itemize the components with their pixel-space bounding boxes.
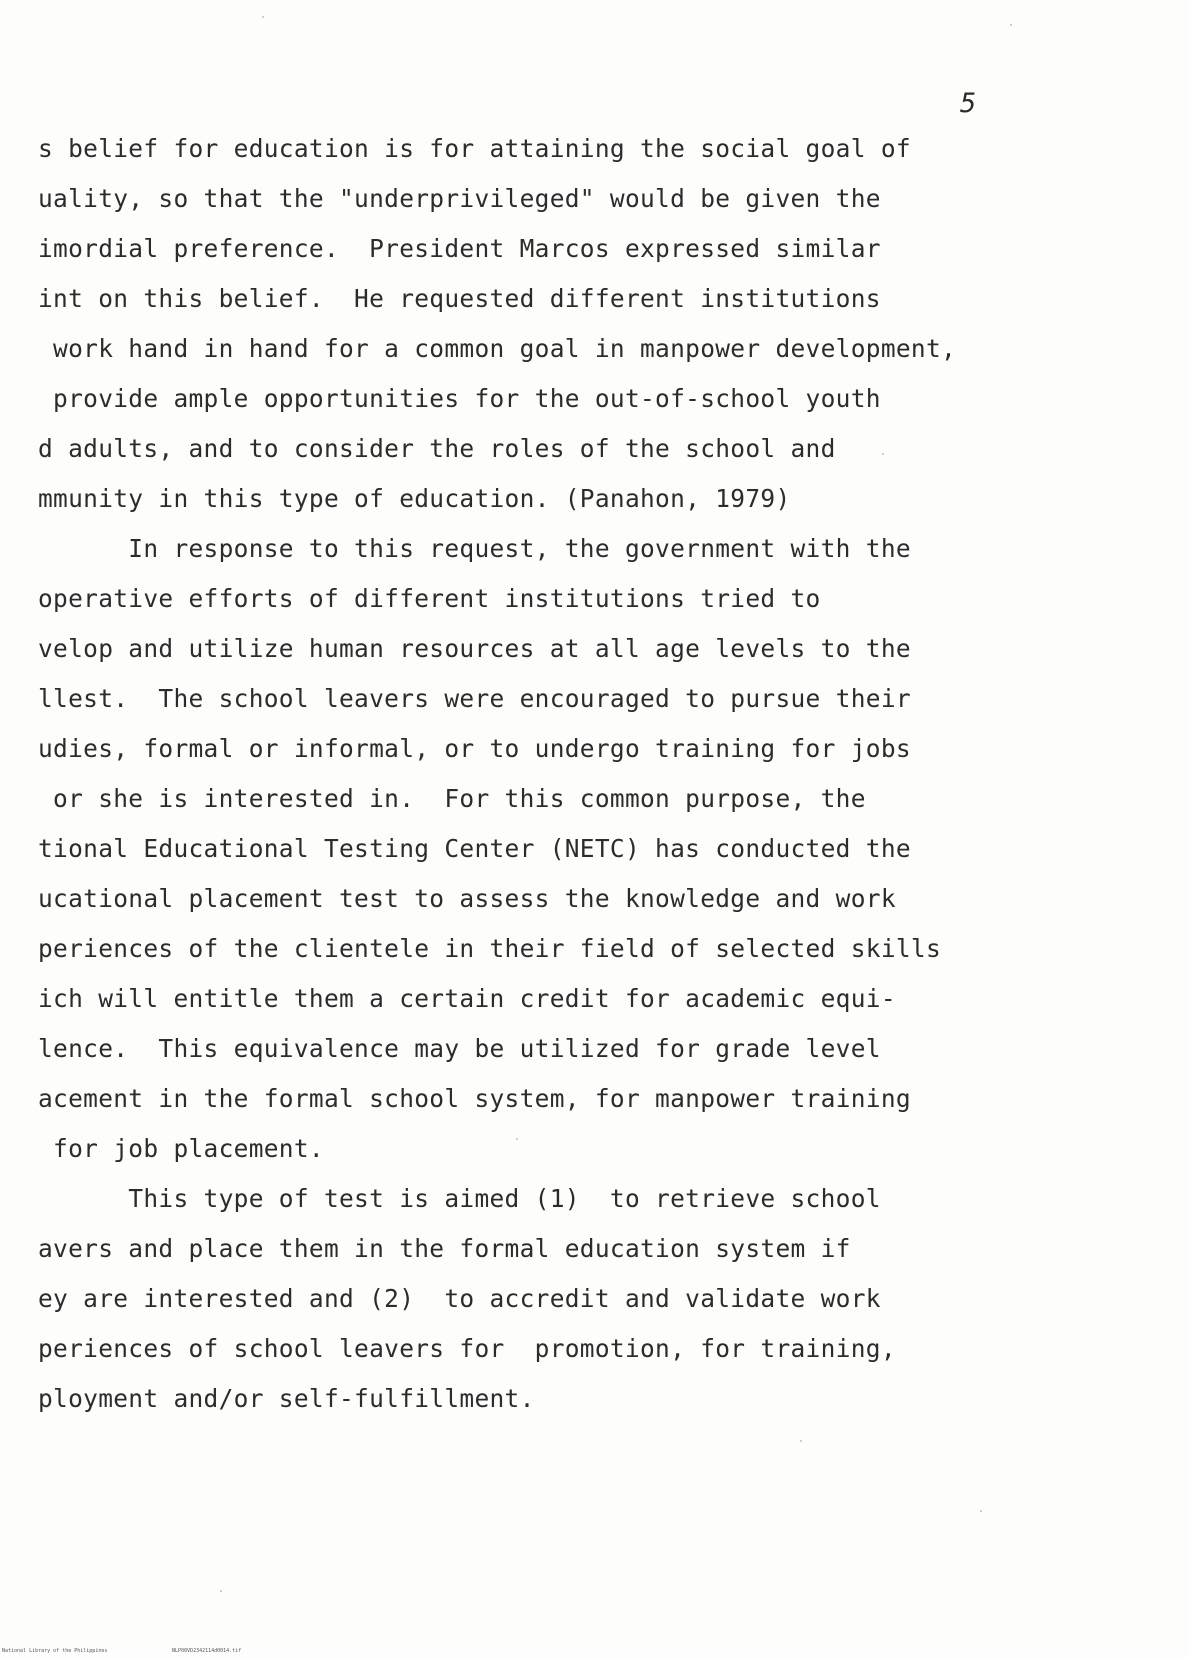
text-line: acement in the formal school system, for manpower training (38, 1084, 911, 1113)
footer-file-id: NLP00VD2342114d0014.tif (172, 1648, 242, 1654)
page-number: 5 (960, 88, 977, 119)
text-line: In response to this request, the government with the (38, 534, 911, 563)
text-line: mmunity in this type of education. (Panahon, 1979) (38, 484, 791, 513)
text-line: This type of test is aimed (1) to retrieve school (38, 1184, 881, 1213)
footer-library: National Library of the Philippines (2, 1648, 108, 1654)
text-line: avers and place them in the formal education system if (38, 1234, 851, 1263)
text-line: velop and utilize human resources at all age levels to the (38, 634, 911, 663)
text-line: for job placement. (38, 1134, 324, 1163)
text-line: work hand in hand for a common goal in manpower development, (38, 334, 957, 363)
scan-speck (800, 1440, 802, 1442)
text-line: s belief for education is for attaining the social goal of (38, 134, 911, 163)
text-line: tional Educational Testing Center (NETC) has conducted the (38, 834, 911, 863)
scan-speck (1010, 24, 1012, 26)
text-line: int on this belief. He requested different institutions (38, 284, 881, 313)
scan-speck (262, 16, 264, 18)
scan-speck (516, 1138, 518, 1140)
text-line: udies, formal or informal, or to undergo training for jobs (38, 734, 911, 763)
text-line: d adults, and to consider the roles of the school and (38, 434, 836, 463)
text-line: llest. The school leavers were encouraged to pursue their (38, 684, 911, 713)
text-line: provide ample opportunities for the out-of-school youth (38, 384, 881, 413)
text-line: operative efforts of different institutions tried to (38, 584, 821, 613)
text-line: ey are interested and (2) to accredit and validate work (38, 1284, 881, 1313)
text-line: periences of school leavers for promotion, for training, (38, 1334, 896, 1363)
text-line: periences of the clientele in their field of selected skills (38, 934, 942, 963)
text-line: ployment and/or self-fulfillment. (38, 1384, 535, 1413)
text-line: uality, so that the "underprivileged" would be given the (38, 184, 881, 213)
text-line: lence. This equivalence may be utilized for grade level (38, 1034, 881, 1063)
text-line: ich will entitle them a certain credit for academic equi- (38, 984, 896, 1013)
text-line: ucational placement test to assess the knowledge and work (38, 884, 896, 913)
text-line: or she is interested in. For this common purpose, the (38, 784, 866, 813)
scan-speck (980, 1510, 982, 1512)
text-line: imordial preference. President Marcos expressed similar (38, 234, 881, 263)
scan-speck (220, 1590, 222, 1592)
scan-speck (882, 453, 884, 455)
